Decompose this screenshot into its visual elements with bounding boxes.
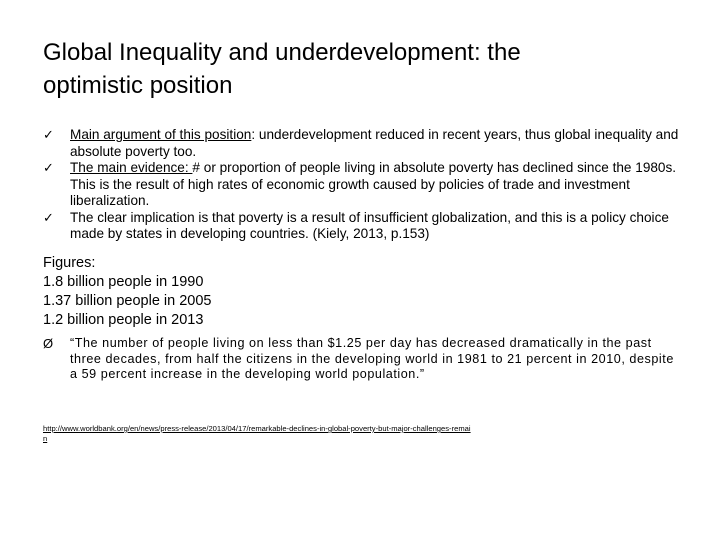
figure-line: 1.37 billion people in 2005 <box>43 293 212 309</box>
bullet-list <box>43 127 693 243</box>
quote-block <box>43 336 683 383</box>
source-link[interactable]: http://www.worldbank.org/en/news/press-release/2013/04/17/remarkable-declines-in-global-poverty-but-major-challenges-remain <box>43 424 471 443</box>
checkmark-icon: ✓ <box>43 160 54 175</box>
title-line-1: Global Inequality and underdevelopment: the <box>43 39 521 66</box>
figure-line: 1.2 billion people in 2013 <box>43 312 204 328</box>
bullet-item <box>43 160 693 210</box>
bullet-label: The main evidence: <box>70 160 193 175</box>
bullet-text: The clear implication is that poverty is a result of insufficient globalization, and this is a policy choice made by states in developing countries. (Kiely, 2013, p.153) <box>70 209 669 241</box>
figure-line: 1.8 billion people in 1990 <box>43 274 204 290</box>
arrow-bullet-icon: Ø <box>43 336 54 351</box>
checkmark-icon: ✓ <box>43 209 54 225</box>
slide-title <box>43 36 683 102</box>
bullet-text: # or proportion of people living in absolute poverty has declined since the 1980s. This is the result of high rates of economic growth caused by policies of trade and investment liberalization. <box>70 160 677 208</box>
bullet-label: Main argument of this position <box>70 127 252 142</box>
checkmark-icon: ✓ <box>43 127 54 142</box>
figures-block <box>43 254 212 330</box>
figures-heading: Figures: <box>43 255 96 271</box>
quote-text: “The number of people living on less than $1.25 per day has decreased dramatically in the past three decades, from half the citizens in the developing world in 1981 to 21 percent in 2010, despite a 59 percent increase in the developing world population.” <box>70 336 674 381</box>
title-line-2: optimistic position <box>43 72 233 99</box>
bullet-item <box>43 210 693 243</box>
bullet-text: : underdevelopment reduced in recent years, thus global inequality and absolute poverty too. <box>70 127 679 159</box>
bullet-item <box>43 127 693 160</box>
